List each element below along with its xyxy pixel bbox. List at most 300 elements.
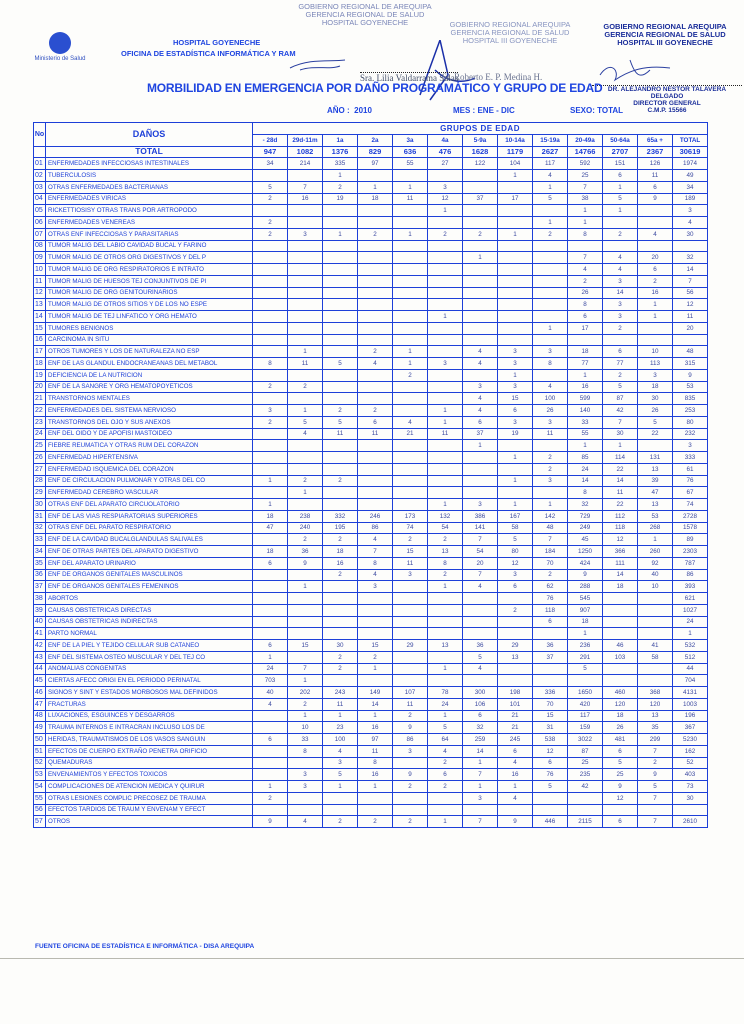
value-cell xyxy=(393,217,428,229)
value-cell: 8 xyxy=(358,757,393,769)
value-cell: 3 xyxy=(603,311,638,323)
value-cell: 53 xyxy=(673,381,708,393)
value-cell: 3 xyxy=(358,581,393,593)
row-number: 27 xyxy=(34,463,46,475)
value-cell: 1578 xyxy=(673,522,708,534)
table-row xyxy=(34,781,708,793)
value-cell: 1 xyxy=(533,181,568,193)
value-cell: 2 xyxy=(428,781,463,793)
value-cell: 31 xyxy=(533,722,568,734)
value-cell: 3 xyxy=(288,228,323,240)
value-cell: 78 xyxy=(428,687,463,699)
row-dano: TUMOR MALIG DE TEJ LINFATICO Y ORG HEMATO xyxy=(46,311,253,323)
value-cell: 196 xyxy=(673,710,708,722)
table-row xyxy=(34,205,708,217)
value-cell: 2 xyxy=(393,710,428,722)
row-number: 40 xyxy=(34,616,46,628)
row-number: 56 xyxy=(34,804,46,816)
value-cell: 7 xyxy=(603,416,638,428)
table-row xyxy=(34,522,708,534)
value-cell xyxy=(533,299,568,311)
value-cell xyxy=(253,593,288,605)
value-cell xyxy=(358,487,393,499)
value-cell: 2 xyxy=(393,781,428,793)
value-cell xyxy=(393,452,428,464)
value-cell xyxy=(253,534,288,546)
value-cell: 2 xyxy=(428,534,463,546)
value-cell xyxy=(463,604,498,616)
table-row xyxy=(34,181,708,193)
value-cell: 85 xyxy=(568,452,603,464)
director-title: DIRECTOR GENERAL xyxy=(633,100,701,107)
value-cell: 15 xyxy=(393,546,428,558)
value-cell: 6 xyxy=(463,710,498,722)
value-cell: 3 xyxy=(288,769,323,781)
value-cell: 6 xyxy=(253,734,288,746)
value-cell: 2 xyxy=(498,604,533,616)
row-number: 53 xyxy=(34,769,46,781)
value-cell xyxy=(253,393,288,405)
value-cell: 214 xyxy=(288,158,323,170)
value-cell xyxy=(498,322,533,334)
value-cell: 420 xyxy=(568,698,603,710)
table-row xyxy=(34,322,708,334)
value-cell xyxy=(393,334,428,346)
value-cell xyxy=(463,264,498,276)
value-cell: 2 xyxy=(393,369,428,381)
stamp-line: GOBIERNO REGIONAL DE AREQUIPA xyxy=(298,2,432,11)
value-cell: 6 xyxy=(498,405,533,417)
row-number: 09 xyxy=(34,252,46,264)
value-cell: 6 xyxy=(533,616,568,628)
column-header: 29d-11m xyxy=(288,134,323,146)
value-cell: 6 xyxy=(568,311,603,323)
value-cell: 3 xyxy=(393,745,428,757)
value-cell xyxy=(603,604,638,616)
value-cell: 48 xyxy=(533,522,568,534)
value-cell: 259 xyxy=(463,734,498,746)
value-cell: 159 xyxy=(568,722,603,734)
value-cell: 315 xyxy=(673,358,708,370)
value-cell xyxy=(288,440,323,452)
value-cell: 97 xyxy=(358,734,393,746)
value-cell: 11 xyxy=(288,358,323,370)
value-cell xyxy=(393,405,428,417)
year-label: AÑO : xyxy=(327,106,350,115)
value-cell xyxy=(498,804,533,816)
value-cell: 5 xyxy=(568,663,603,675)
value-cell: 25 xyxy=(603,769,638,781)
ministry-emblem-icon xyxy=(49,32,71,54)
value-cell xyxy=(533,663,568,675)
value-cell: 92 xyxy=(638,557,673,569)
table-row xyxy=(34,452,708,464)
value-cell xyxy=(288,170,323,182)
table-row xyxy=(34,687,708,699)
row-dano: ENF DE LA PIEL Y TEJIDO CELULAR SUB CATANEO xyxy=(46,640,253,652)
row-dano: TUMOR MALIG DE OTROS SITIOS Y DE LOS NO ESPE xyxy=(46,299,253,311)
value-cell xyxy=(323,346,358,358)
value-cell: 1 xyxy=(568,440,603,452)
value-cell xyxy=(323,792,358,804)
value-cell: 100 xyxy=(323,734,358,746)
value-cell: 3 xyxy=(533,416,568,428)
value-cell: 30 xyxy=(323,640,358,652)
stamp-line: GERENCIA REGIONAL DE SALUD xyxy=(604,30,726,39)
value-cell: 6 xyxy=(498,745,533,757)
value-cell: 12 xyxy=(428,193,463,205)
row-number: 34 xyxy=(34,546,46,558)
stamp-line: GOBIERNO REGIONAL AREQUIPA xyxy=(603,22,727,31)
value-cell xyxy=(393,311,428,323)
row-dano: ENF DE ORGANOS GENITALES MASCULINOS xyxy=(46,569,253,581)
value-cell xyxy=(638,604,673,616)
value-cell xyxy=(323,393,358,405)
value-cell xyxy=(253,452,288,464)
value-cell: 1 xyxy=(638,299,673,311)
value-cell: 2 xyxy=(253,217,288,229)
value-cell: 366 xyxy=(603,546,638,558)
column-header: 10-14a xyxy=(498,134,533,146)
value-cell: 729 xyxy=(568,510,603,522)
value-cell: 4 xyxy=(568,264,603,276)
value-cell xyxy=(533,205,568,217)
value-cell xyxy=(533,334,568,346)
value-cell: 2 xyxy=(463,228,498,240)
value-cell xyxy=(498,628,533,640)
value-cell xyxy=(533,628,568,640)
row-number: 07 xyxy=(34,228,46,240)
value-cell xyxy=(323,381,358,393)
value-cell xyxy=(638,240,673,252)
value-cell: 7 xyxy=(463,769,498,781)
value-cell: 1 xyxy=(253,781,288,793)
value-cell: 2 xyxy=(358,651,393,663)
row-dano: CAUSAS OBSTETRICAS DIRECTAS xyxy=(46,604,253,616)
total-cell: 2627 xyxy=(533,146,568,158)
value-cell xyxy=(288,792,323,804)
value-cell xyxy=(428,593,463,605)
row-dano: ABORTOS xyxy=(46,593,253,605)
signer-2-name: Sr. Roberto E. P. Medina H. xyxy=(442,72,543,82)
value-cell: 38 xyxy=(568,193,603,205)
value-cell xyxy=(358,804,393,816)
value-cell: 5 xyxy=(638,781,673,793)
value-cell: 1 xyxy=(358,781,393,793)
value-cell: 18 xyxy=(568,346,603,358)
value-cell xyxy=(463,452,498,464)
value-cell: 101 xyxy=(498,698,533,710)
value-cell: 14 xyxy=(358,698,393,710)
value-cell xyxy=(603,628,638,640)
value-cell: 5 xyxy=(603,381,638,393)
value-cell xyxy=(288,463,323,475)
value-cell: 232 xyxy=(673,428,708,440)
row-dano: ENFERMEDAD ISQUEMICA DEL CORAZON xyxy=(46,463,253,475)
value-cell: 11 xyxy=(358,428,393,440)
value-cell xyxy=(428,463,463,475)
value-cell: 4 xyxy=(253,698,288,710)
value-cell: 7 xyxy=(463,534,498,546)
value-cell: 1 xyxy=(288,487,323,499)
value-cell: 11 xyxy=(533,428,568,440)
header-no: No xyxy=(34,123,46,147)
value-cell xyxy=(428,604,463,616)
table-row xyxy=(34,440,708,452)
value-cell xyxy=(288,240,323,252)
value-cell xyxy=(253,487,288,499)
value-cell: 249 xyxy=(568,522,603,534)
value-cell xyxy=(253,334,288,346)
value-cell: 1 xyxy=(603,205,638,217)
value-cell: 37 xyxy=(463,428,498,440)
value-cell: 6 xyxy=(428,769,463,781)
value-cell xyxy=(323,452,358,464)
value-cell xyxy=(428,287,463,299)
value-cell: 1 xyxy=(288,405,323,417)
value-cell: 5 xyxy=(323,358,358,370)
value-cell: 97 xyxy=(358,158,393,170)
value-cell xyxy=(323,604,358,616)
row-dano: TUMORES BENIGNOS xyxy=(46,322,253,334)
value-cell: 24 xyxy=(568,463,603,475)
value-cell xyxy=(393,792,428,804)
value-cell: 18 xyxy=(568,616,603,628)
row-dano: OTRAS ENFERMEDADES BACTERIANAS xyxy=(46,181,253,193)
value-cell xyxy=(323,264,358,276)
value-cell: 20 xyxy=(638,252,673,264)
value-cell: 335 xyxy=(323,158,358,170)
value-cell: 3 xyxy=(498,381,533,393)
table-row xyxy=(34,663,708,675)
value-cell xyxy=(428,393,463,405)
value-cell: 243 xyxy=(323,687,358,699)
value-cell: 1 xyxy=(428,405,463,417)
value-cell xyxy=(603,593,638,605)
value-cell: 29 xyxy=(393,640,428,652)
value-cell xyxy=(428,322,463,334)
value-cell xyxy=(428,675,463,687)
value-cell: 4 xyxy=(533,381,568,393)
value-cell xyxy=(638,593,673,605)
table-row xyxy=(34,675,708,687)
value-cell: 55 xyxy=(393,158,428,170)
value-cell: 3 xyxy=(638,369,673,381)
value-cell: 11 xyxy=(673,311,708,323)
value-cell: 7 xyxy=(463,569,498,581)
column-header: 65a + xyxy=(638,134,673,146)
value-cell xyxy=(323,205,358,217)
value-cell: 621 xyxy=(673,593,708,605)
value-cell xyxy=(393,593,428,605)
value-cell: 21 xyxy=(393,428,428,440)
value-cell: 114 xyxy=(603,452,638,464)
value-cell xyxy=(463,334,498,346)
value-cell: 41 xyxy=(638,640,673,652)
value-cell: 2 xyxy=(323,475,358,487)
value-cell: 3 xyxy=(463,792,498,804)
value-cell: 8 xyxy=(288,745,323,757)
value-cell xyxy=(638,217,673,229)
value-cell xyxy=(393,205,428,217)
value-cell xyxy=(463,487,498,499)
row-number: 10 xyxy=(34,264,46,276)
value-cell xyxy=(358,616,393,628)
value-cell: 6 xyxy=(533,757,568,769)
value-cell: 3 xyxy=(498,569,533,581)
table-row xyxy=(34,581,708,593)
value-cell: 117 xyxy=(533,158,568,170)
value-cell xyxy=(358,252,393,264)
value-cell xyxy=(498,593,533,605)
row-dano: TUBERCULOSIS xyxy=(46,170,253,182)
value-cell: 32 xyxy=(673,252,708,264)
value-cell: 29 xyxy=(498,640,533,652)
value-cell: 35 xyxy=(638,722,673,734)
row-dano: ENF DE LAS GLANDUL ENDOCRANEANAS DEL METABOL xyxy=(46,358,253,370)
value-cell: 336 xyxy=(533,687,568,699)
row-number: 32 xyxy=(34,522,46,534)
total-cell: 1082 xyxy=(288,146,323,158)
month-value: ENE - DIC xyxy=(477,106,515,115)
value-cell xyxy=(323,252,358,264)
value-cell: 1 xyxy=(393,346,428,358)
row-dano: EFECTOS TARDIOS DE TRAUM Y ENVENAM Y EFECT xyxy=(46,804,253,816)
value-cell: 16 xyxy=(638,287,673,299)
value-cell: 1 xyxy=(533,499,568,511)
row-dano: ENFERMEDADES VIRICAS xyxy=(46,193,253,205)
value-cell xyxy=(393,757,428,769)
value-cell xyxy=(358,593,393,605)
row-dano: TRAUMA INTERNOS E INTRACRAN INCLUSO LOS DE xyxy=(46,722,253,734)
value-cell: 1 xyxy=(568,628,603,640)
value-cell: 512 xyxy=(673,651,708,663)
value-cell xyxy=(393,663,428,675)
value-cell: 4 xyxy=(463,663,498,675)
value-cell: 25 xyxy=(568,170,603,182)
row-number: 48 xyxy=(34,710,46,722)
value-cell xyxy=(603,804,638,816)
value-cell xyxy=(428,334,463,346)
row-number: 14 xyxy=(34,311,46,323)
value-cell xyxy=(288,499,323,511)
value-cell xyxy=(463,170,498,182)
row-number: 47 xyxy=(34,698,46,710)
value-cell: 1 xyxy=(358,663,393,675)
value-cell xyxy=(323,675,358,687)
value-cell: 2 xyxy=(393,534,428,546)
table-row xyxy=(34,416,708,428)
value-cell xyxy=(428,299,463,311)
value-cell: 173 xyxy=(393,510,428,522)
value-cell: 14 xyxy=(603,475,638,487)
value-cell: 1 xyxy=(428,710,463,722)
value-cell: 1 xyxy=(498,369,533,381)
value-cell: 54 xyxy=(463,546,498,558)
table-row xyxy=(34,604,708,616)
row-dano: CARCINOMA IN SITU xyxy=(46,334,253,346)
value-cell: 8 xyxy=(568,299,603,311)
value-cell xyxy=(323,299,358,311)
value-cell xyxy=(393,170,428,182)
value-cell: 3 xyxy=(673,440,708,452)
value-cell: 2115 xyxy=(568,816,603,828)
logo-text: Ministerio de Salud xyxy=(34,56,86,62)
value-cell xyxy=(428,170,463,182)
value-cell xyxy=(498,264,533,276)
value-cell: 2 xyxy=(288,534,323,546)
value-cell: 1 xyxy=(498,475,533,487)
value-cell: 122 xyxy=(463,158,498,170)
value-cell: 2 xyxy=(323,651,358,663)
value-cell: 4 xyxy=(288,816,323,828)
value-cell xyxy=(288,628,323,640)
row-dano: ENFERMEDADES INFECCIOSAS INTESTINALES xyxy=(46,158,253,170)
row-number: 22 xyxy=(34,405,46,417)
total-no xyxy=(34,146,46,158)
value-cell: 8 xyxy=(428,557,463,569)
value-cell: 34 xyxy=(253,158,288,170)
value-cell: 11 xyxy=(358,745,393,757)
table-row xyxy=(34,698,708,710)
value-cell xyxy=(638,663,673,675)
value-cell: 87 xyxy=(603,393,638,405)
value-cell: 30 xyxy=(603,428,638,440)
value-cell: 70 xyxy=(533,698,568,710)
sex-label: SEXO: xyxy=(570,106,595,115)
value-cell: 30 xyxy=(673,792,708,804)
row-dano: ANOMALIAS CONGENITAS xyxy=(46,663,253,675)
value-cell xyxy=(498,675,533,687)
value-cell: 2 xyxy=(323,405,358,417)
value-cell xyxy=(288,252,323,264)
value-cell: 14 xyxy=(603,287,638,299)
value-cell xyxy=(393,463,428,475)
value-cell: 53 xyxy=(638,510,673,522)
row-dano: TUMOR MALIG DEL LABIO CAVIDAD BUCAL Y FARINO xyxy=(46,240,253,252)
value-cell xyxy=(463,675,498,687)
value-cell xyxy=(498,181,533,193)
value-cell: 162 xyxy=(673,745,708,757)
value-cell: 1 xyxy=(323,170,358,182)
row-dano: HERIDAS, TRAUMATISMOS DE LOS VASOS SANGUIN xyxy=(46,734,253,746)
value-cell: 1 xyxy=(323,710,358,722)
row-number: 26 xyxy=(34,452,46,464)
value-cell: 21 xyxy=(498,710,533,722)
value-cell xyxy=(393,581,428,593)
page-title: MORBILIDAD EN EMERGENCIA POR DAÑO PROGRAMÁTICO Y GRUPO DE EDAD xyxy=(147,81,603,95)
value-cell: 74 xyxy=(393,522,428,534)
value-cell: 5 xyxy=(253,181,288,193)
value-cell: 1 xyxy=(428,499,463,511)
value-cell: 2 xyxy=(428,228,463,240)
total-cell: 30619 xyxy=(673,146,708,158)
value-cell: 393 xyxy=(673,581,708,593)
value-cell: 9 xyxy=(288,557,323,569)
table-row xyxy=(34,710,708,722)
value-cell: 13 xyxy=(638,710,673,722)
value-cell: 149 xyxy=(358,687,393,699)
value-cell: 1 xyxy=(288,710,323,722)
value-cell xyxy=(358,628,393,640)
value-cell xyxy=(428,616,463,628)
value-cell: 703 xyxy=(253,675,288,687)
value-cell: 268 xyxy=(638,522,673,534)
value-cell: 9 xyxy=(673,369,708,381)
value-cell xyxy=(498,463,533,475)
value-cell xyxy=(428,275,463,287)
value-cell: 49 xyxy=(673,170,708,182)
